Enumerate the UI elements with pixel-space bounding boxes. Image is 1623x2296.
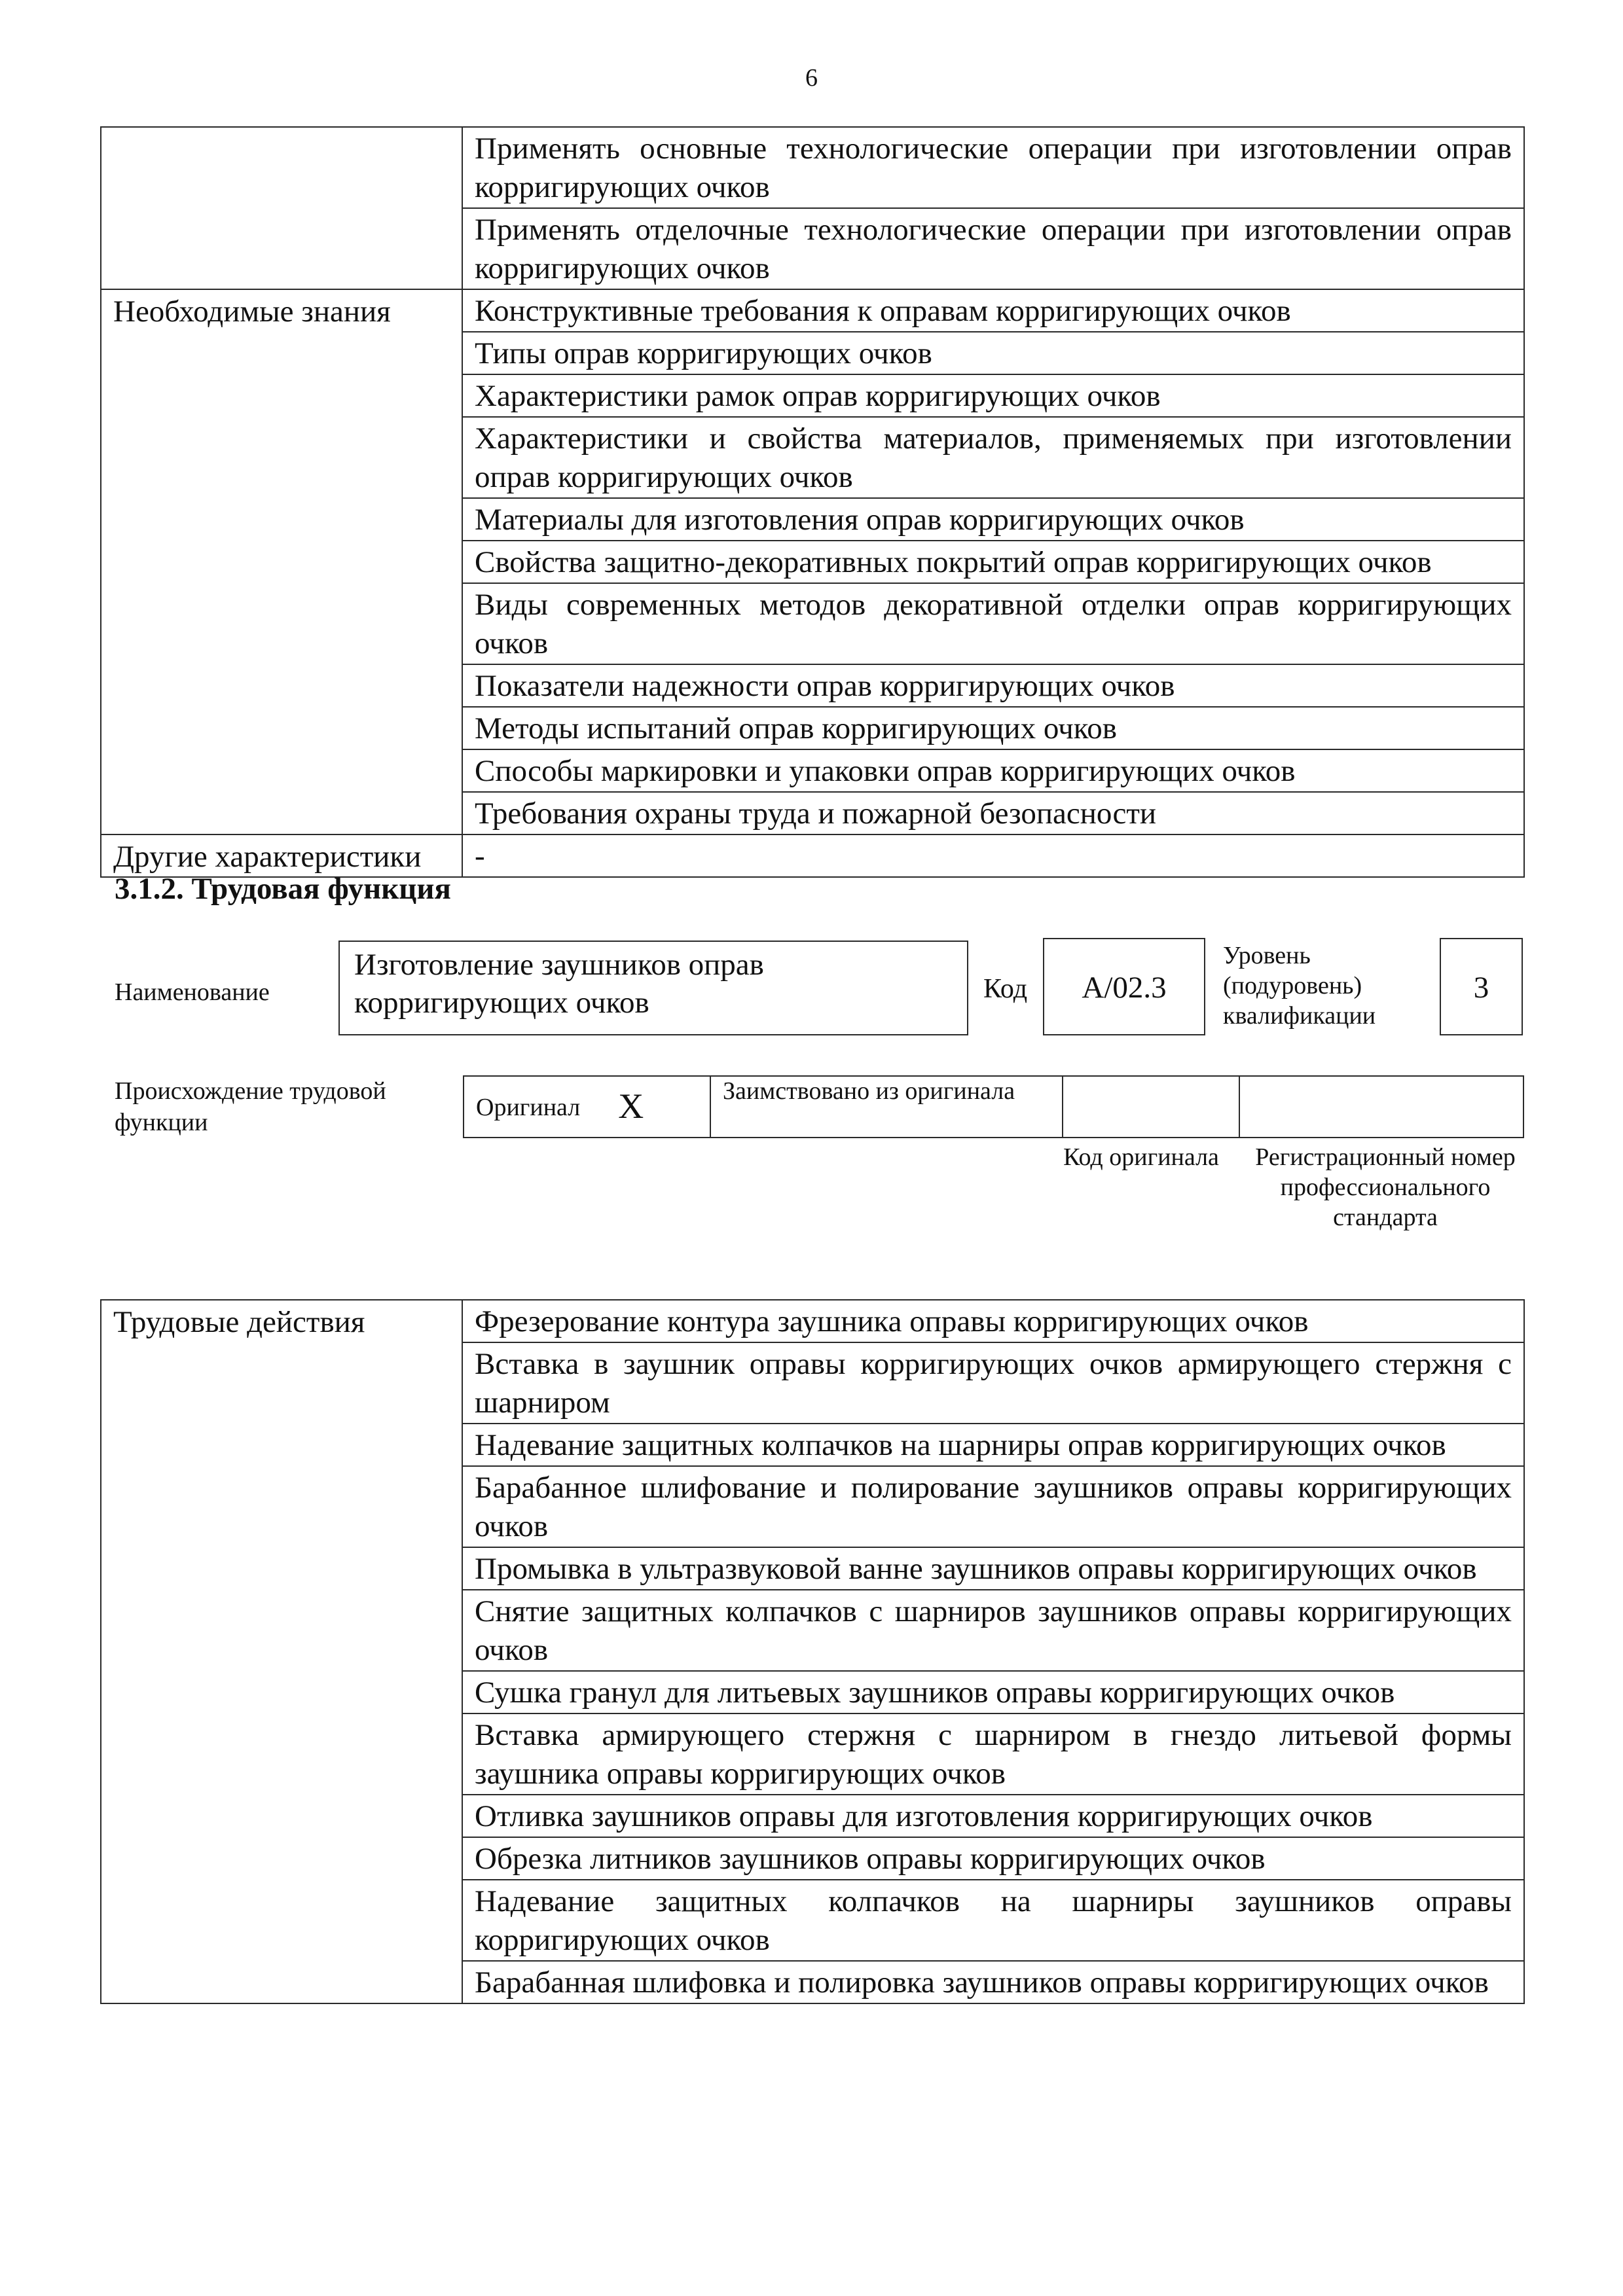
- knowledge-item: Методы испытаний оправ корригирующих очков: [462, 707, 1524, 749]
- labor-action-item: Надевание защитных колпачков на шарниры заушников оправы корригирующих очков: [462, 1880, 1524, 1961]
- labor-action-item: Барабанное шлифование и полирование заушников оправы корригирующих очков: [462, 1466, 1524, 1547]
- knowledge-item: Свойства защитно-декоративных покрытий оправ корригирующих очков: [462, 541, 1524, 583]
- labor-action-item: Обрезка литников заушников оправы корригирующих очков: [462, 1837, 1524, 1880]
- code-label: Код: [983, 974, 1028, 1004]
- labor-actions-table: [100, 1299, 1525, 2004]
- knowledge-item: Характеристики рамок оправ корригирующих очков: [462, 374, 1524, 417]
- knowledge-item: Материалы для изготовления оправ корригирующих очков: [462, 498, 1524, 541]
- level-label-line: квалификации: [1223, 1002, 1376, 1030]
- knowledge-item: Характеристики и свойства материалов, применяемых при изготовлении оправ корригирующих очков: [462, 417, 1524, 498]
- origin-code-cell: [1063, 1076, 1239, 1138]
- other-characteristics-label: Другие характеристики: [101, 834, 462, 877]
- origin-original-cell: [464, 1076, 710, 1138]
- other-characteristics-value: -: [462, 834, 1524, 877]
- origin-original-mark: X: [618, 1086, 644, 1126]
- table-row: [464, 1076, 1523, 1138]
- level-label: [1223, 941, 1376, 1031]
- labor-action-item: Фрезерование контура заушника оправы корригирующих очков: [462, 1300, 1524, 1342]
- labor-action-item: Сушка гранул для литьевых заушников оправы корригирующих очков: [462, 1671, 1524, 1713]
- origin-table: [463, 1075, 1524, 1138]
- name-value: Изготовление заушников оправ корригирующих очков: [354, 948, 764, 1020]
- knowledge-item: Способы маркировки и упаковки оправ корригирующих очков: [462, 749, 1524, 792]
- origin-original-label: Оригинал: [476, 1093, 581, 1121]
- knowledge-table: [100, 126, 1525, 878]
- knowledge-item: Типы оправ корригирующих очков: [462, 332, 1524, 374]
- origin-label: Происхождение трудовой функции: [115, 1077, 386, 1136]
- section-heading: 3.1.2. Трудовая функция: [115, 872, 451, 906]
- origin-reg-number-cell: [1239, 1076, 1523, 1138]
- labor-action-item: Отливка заушников оправы для изготовления корригирующих очков: [462, 1795, 1524, 1837]
- labor-action-item: Вставка армирующего стержня с шарниром в гнездо литьевой формы заушника оправы корригирующих очков: [462, 1713, 1524, 1795]
- level-value: 3: [1440, 938, 1523, 1035]
- labor-actions-label: Трудовые действия: [101, 1300, 462, 2003]
- page-number: 6: [805, 64, 818, 92]
- registration-number-caption: Регистрационный номер профессионального стандарта: [1255, 1143, 1516, 1231]
- knowledge-item: Показатели надежности оправ корригирующих очков: [462, 664, 1524, 707]
- skill-item: Применять основные технологические операции при изготовлении оправ корригирующих очков: [462, 127, 1524, 208]
- knowledge-item: Конструктивные требования к оправам корригирующих очков: [462, 289, 1524, 332]
- level-label-line: Уровень: [1223, 942, 1311, 969]
- labor-action-item: Надевание защитных колпачков на шарниры оправ корригирующих очков: [462, 1424, 1524, 1466]
- labor-action-item: Вставка в заушник оправы корригирующих очков армирующего стержня с шарниром: [462, 1342, 1524, 1424]
- knowledge-item: Требования охраны труда и пожарной безопасности: [462, 792, 1524, 834]
- labor-action-item: Промывка в ультразвуковой ванне заушников оправы корригирующих очков: [462, 1547, 1524, 1590]
- skill-item: Применять отделочные технологические операции при изготовлении оправ корригирующих очков: [462, 208, 1524, 289]
- table-row: [101, 289, 1524, 332]
- knowledge-item: Виды современных методов декоративной отделки оправ корригирующих очков: [462, 583, 1524, 664]
- labor-action-item: Барабанная шлифовка и полировка заушников оправы корригирующих очков: [462, 1961, 1524, 2003]
- name-label: Наименование: [115, 978, 270, 1006]
- table-row: [101, 127, 1524, 208]
- code-value: A/02.3: [1043, 938, 1205, 1035]
- level-label-line: (подуровень): [1223, 972, 1362, 999]
- name-value-box: [338, 941, 968, 1035]
- knowledge-label: Необходимые знания: [101, 289, 462, 834]
- origin-code-caption: Код оригинала: [1063, 1143, 1219, 1171]
- table-cell-empty: [101, 127, 462, 289]
- table-row: [101, 1300, 1524, 1342]
- origin-borrowed-label: Заимствовано из оригинала: [710, 1076, 1063, 1138]
- labor-action-item: Снятие защитных колпачков с шарниров заушников оправы корригирующих очков: [462, 1590, 1524, 1671]
